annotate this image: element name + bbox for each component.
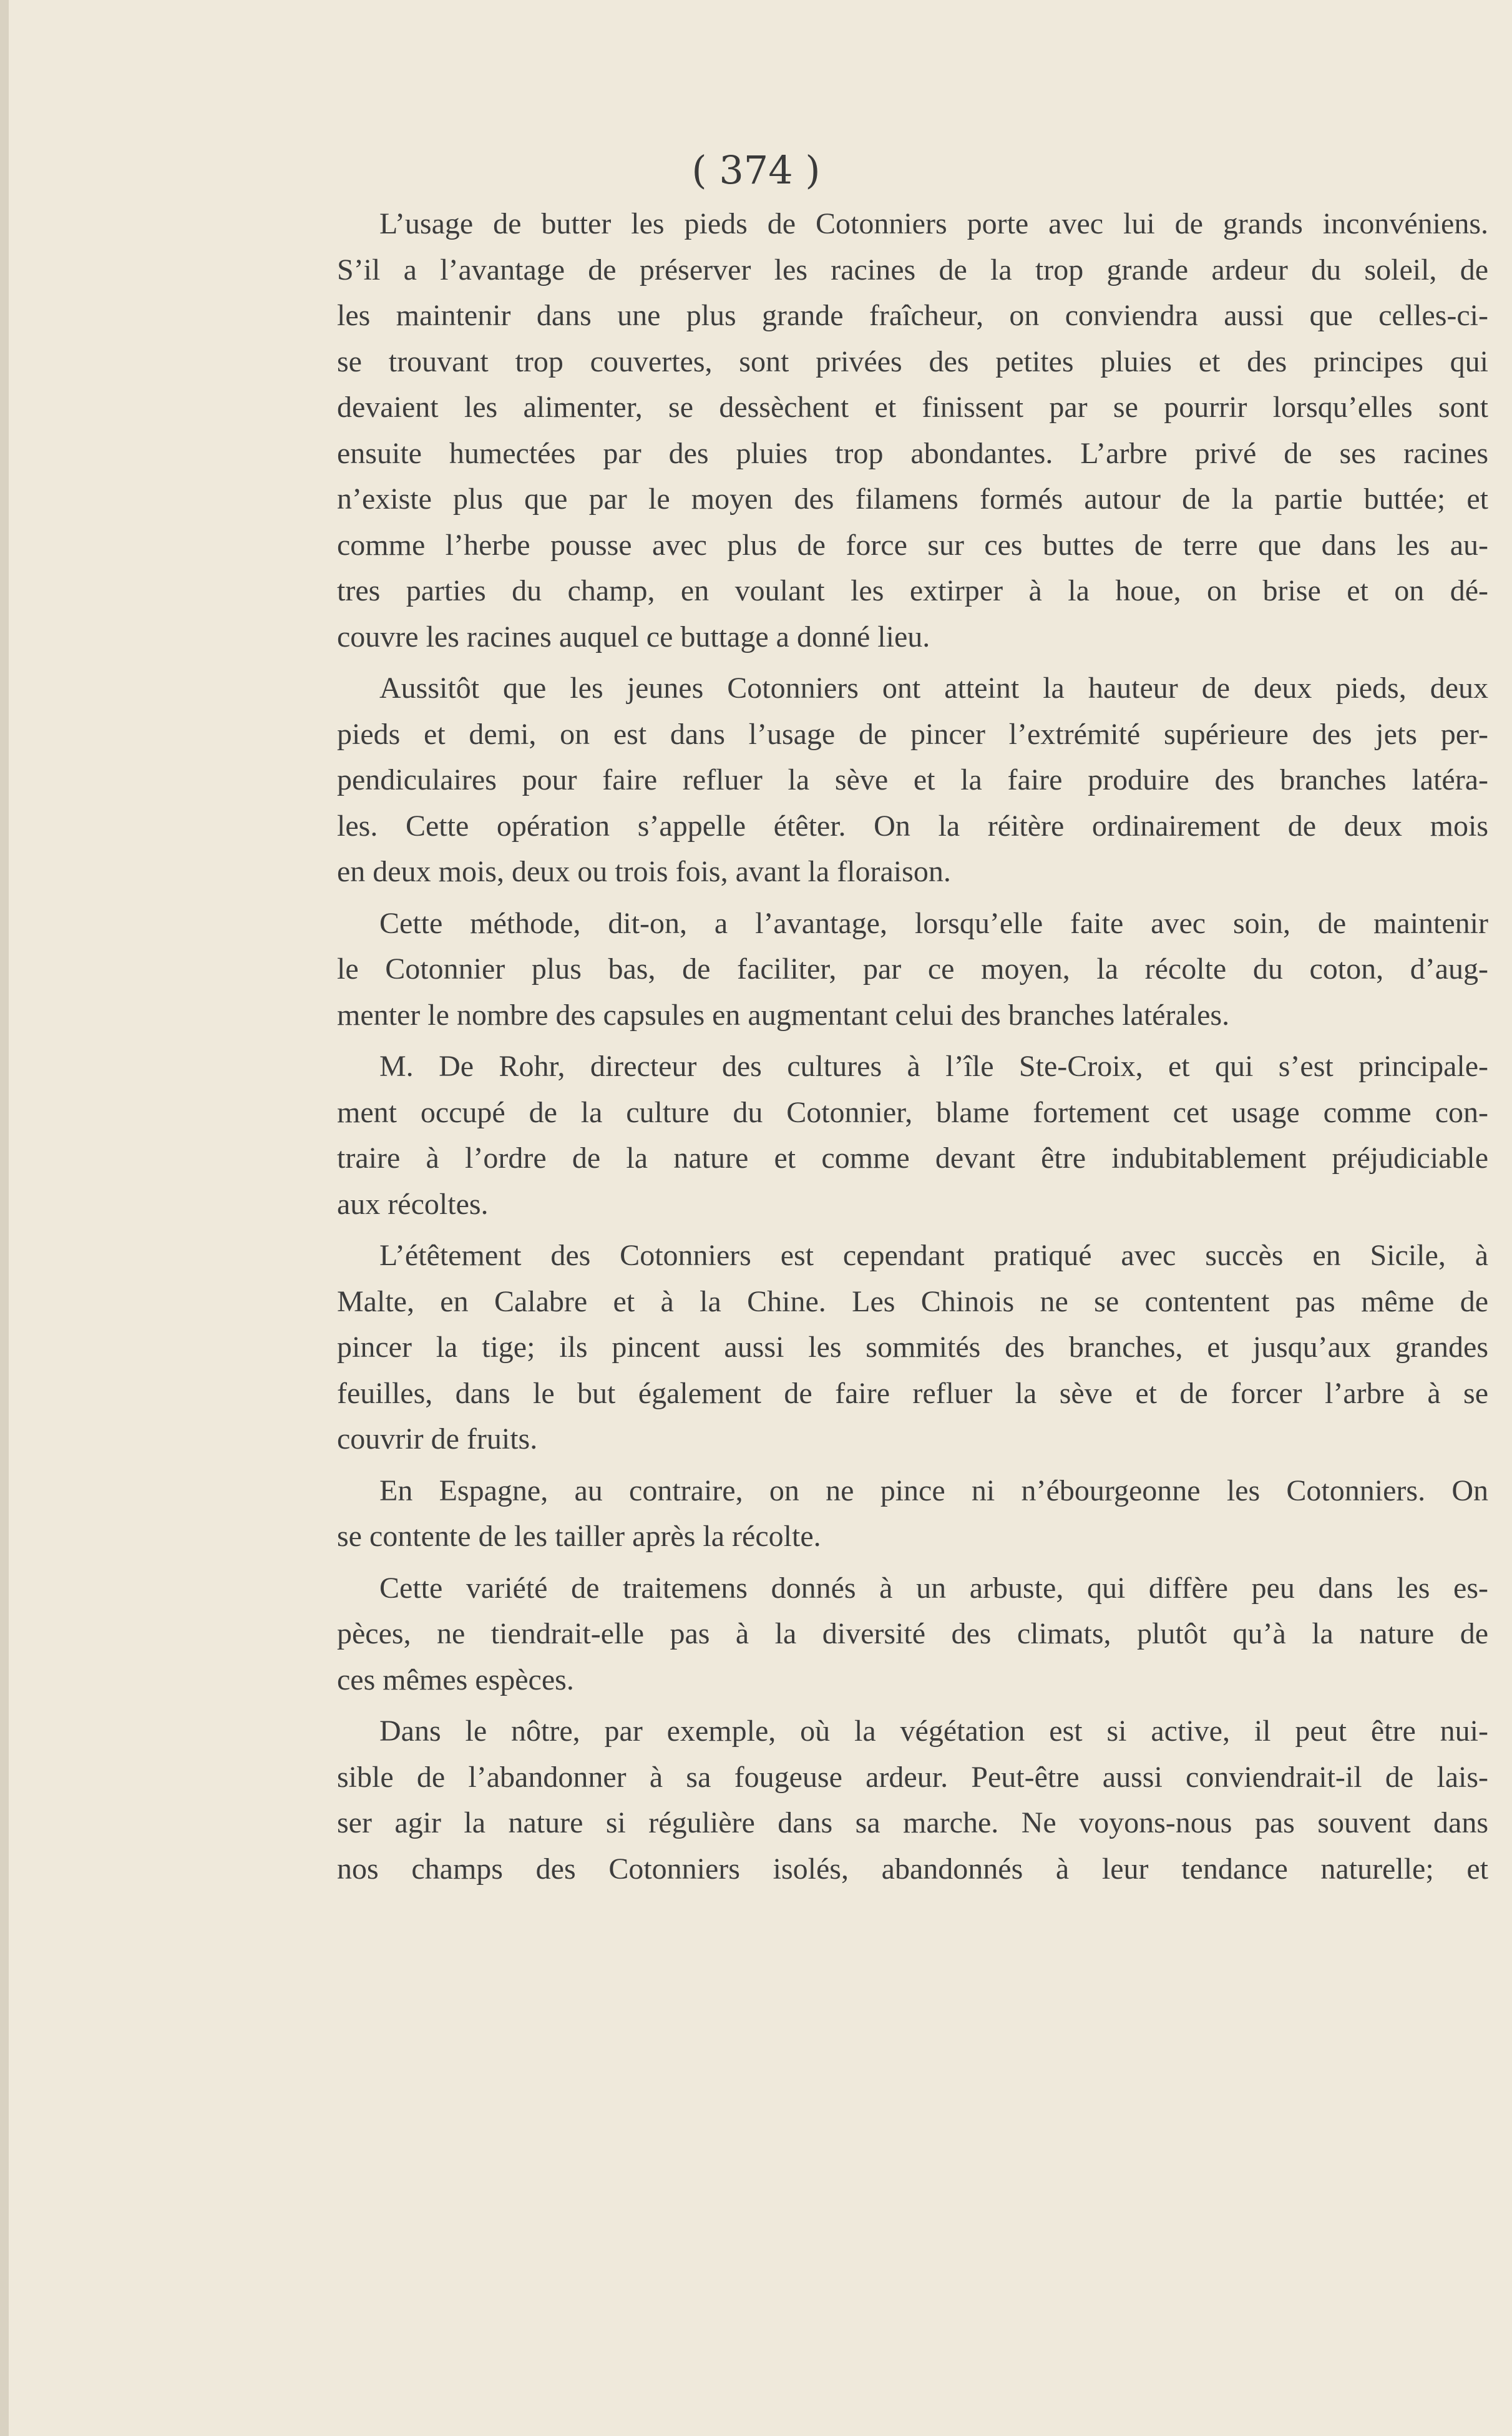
text-line: ser agir la nature si régulière dans sa marche. Ne voyons-nous pas souvent dans bbox=[337, 1806, 1488, 1839]
paragraph bbox=[337, 901, 1488, 1039]
text-line: ensuite humectées par des pluies trop abondantes. L’arbre privé de ses racines bbox=[337, 436, 1488, 470]
paragraph bbox=[337, 1565, 1488, 1703]
text-line: traire à l’ordre de la nature et comme devant être indubitablement préjudiciable bbox=[337, 1142, 1488, 1175]
body-text bbox=[337, 201, 1488, 1897]
paragraph bbox=[337, 201, 1488, 660]
paragraph bbox=[337, 1708, 1488, 1892]
text-line: menter le nombre des capsules en augmentant celui des branches latérales. bbox=[337, 998, 1230, 1032]
text-line: nos champs des Cotonniers isolés, abandonnés à leur tendance naturelle; et bbox=[337, 1852, 1488, 1886]
text-line: ces mêmes espèces. bbox=[337, 1663, 574, 1696]
text-line: ment occupé de la culture du Cotonnier, blame fortement cet usage comme con- bbox=[337, 1095, 1488, 1129]
text-line: pèces, ne tiendrait-elle pas à la diversité des climats, plutôt qu’à la nature de bbox=[337, 1617, 1488, 1650]
text-line: Dans le nôtre, par exemple, où la végétation est si active, il peut être nui- bbox=[379, 1714, 1488, 1748]
text-line: Aussitôt que les jeunes Cotonniers ont atteint la hauteur de deux pieds, deux bbox=[379, 672, 1488, 705]
text-line: pincer la tige; ils pincent aussi les sommités des branches, et jusqu’aux grandes bbox=[337, 1331, 1488, 1364]
text-line: sible de l’abandonner à sa fougeuse ardeur. Peut-être aussi conviendrait-il de lais- bbox=[337, 1760, 1488, 1794]
text-line: le Cotonnier plus bas, de faciliter, par ce moyen, la récolte du coton, d’aug- bbox=[337, 952, 1488, 986]
text-line: n’existe plus que par le moyen des filamens formés autour de la partie buttée; et bbox=[337, 482, 1488, 516]
text-line: M. De Rohr, directeur des cultures à l’île Ste-Croix, et qui s’est principale- bbox=[379, 1050, 1488, 1083]
text-line: couvre les racines auquel ce buttage a donné lieu. bbox=[337, 620, 930, 653]
text-line: couvrir de fruits. bbox=[337, 1422, 538, 1455]
text-line: L’étêtement des Cotonniers est cependant pratiqué avec succès en Sicile, à bbox=[379, 1239, 1488, 1272]
text-line: pieds et demi, on est dans l’usage de pincer l’extrémité supérieure des jets per- bbox=[337, 717, 1488, 751]
text-line: les maintenir dans une plus grande fraîcheur, on conviendra aussi que celles-ci- bbox=[337, 299, 1488, 332]
paragraph bbox=[337, 665, 1488, 895]
paragraph bbox=[337, 1233, 1488, 1462]
text-line: L’usage de butter les pieds de Cotonniers porte avec lui de grands inconvéniens. bbox=[379, 207, 1488, 240]
text-line: S’il a l’avantage de préserver les racines de la trop grande ardeur du soleil, de bbox=[337, 253, 1488, 286]
text-line: Cette méthode, dit-on, a l’avantage, lorsqu’elle faite avec soin, de maintenir bbox=[379, 906, 1488, 940]
text-line: comme l’herbe pousse avec plus de force sur ces buttes de terre que dans les au- bbox=[337, 528, 1488, 562]
text-line: se contente de les tailler après la récolte. bbox=[337, 1520, 821, 1553]
paragraph bbox=[337, 1468, 1488, 1560]
text-line: aux récoltes. bbox=[337, 1187, 489, 1221]
paragraph bbox=[337, 1044, 1488, 1227]
text-line: feuilles, dans le but également de faire refluer la sève et de forcer l’arbre à se bbox=[337, 1376, 1488, 1410]
page-number: ( 374 ) bbox=[691, 147, 821, 193]
text-line: devaient les alimenter, se dessèchent et finissent par se pourrir lorsqu’elles sont bbox=[337, 391, 1488, 424]
page-edge-shadow bbox=[0, 0, 9, 2436]
text-line: Malte, en Calabre et à la Chine. Les Chinois ne se contentent pas même de bbox=[337, 1284, 1488, 1318]
text-line: En Espagne, au contraire, on ne pince ni n’ébourgeonne les Cotonniers. On bbox=[379, 1474, 1488, 1507]
text-line: en deux mois, deux ou trois fois, avant la floraison. bbox=[337, 855, 951, 888]
text-line: Cette variété de traitemens donnés à un arbuste, qui diffère peu dans les es- bbox=[379, 1571, 1488, 1605]
text-line: pendiculaires pour faire refluer la sève et la faire produire des branches latéra- bbox=[337, 763, 1488, 796]
text-line: tres parties du champ, en voulant les extirper à la houe, on brise et on dé- bbox=[337, 574, 1488, 607]
text-line: les. Cette opération s’appelle étêter. On la réitère ordinairement de deux mois bbox=[337, 809, 1488, 843]
text-line: se trouvant trop couvertes, sont privées des petites pluies et des principes qui bbox=[337, 345, 1488, 378]
